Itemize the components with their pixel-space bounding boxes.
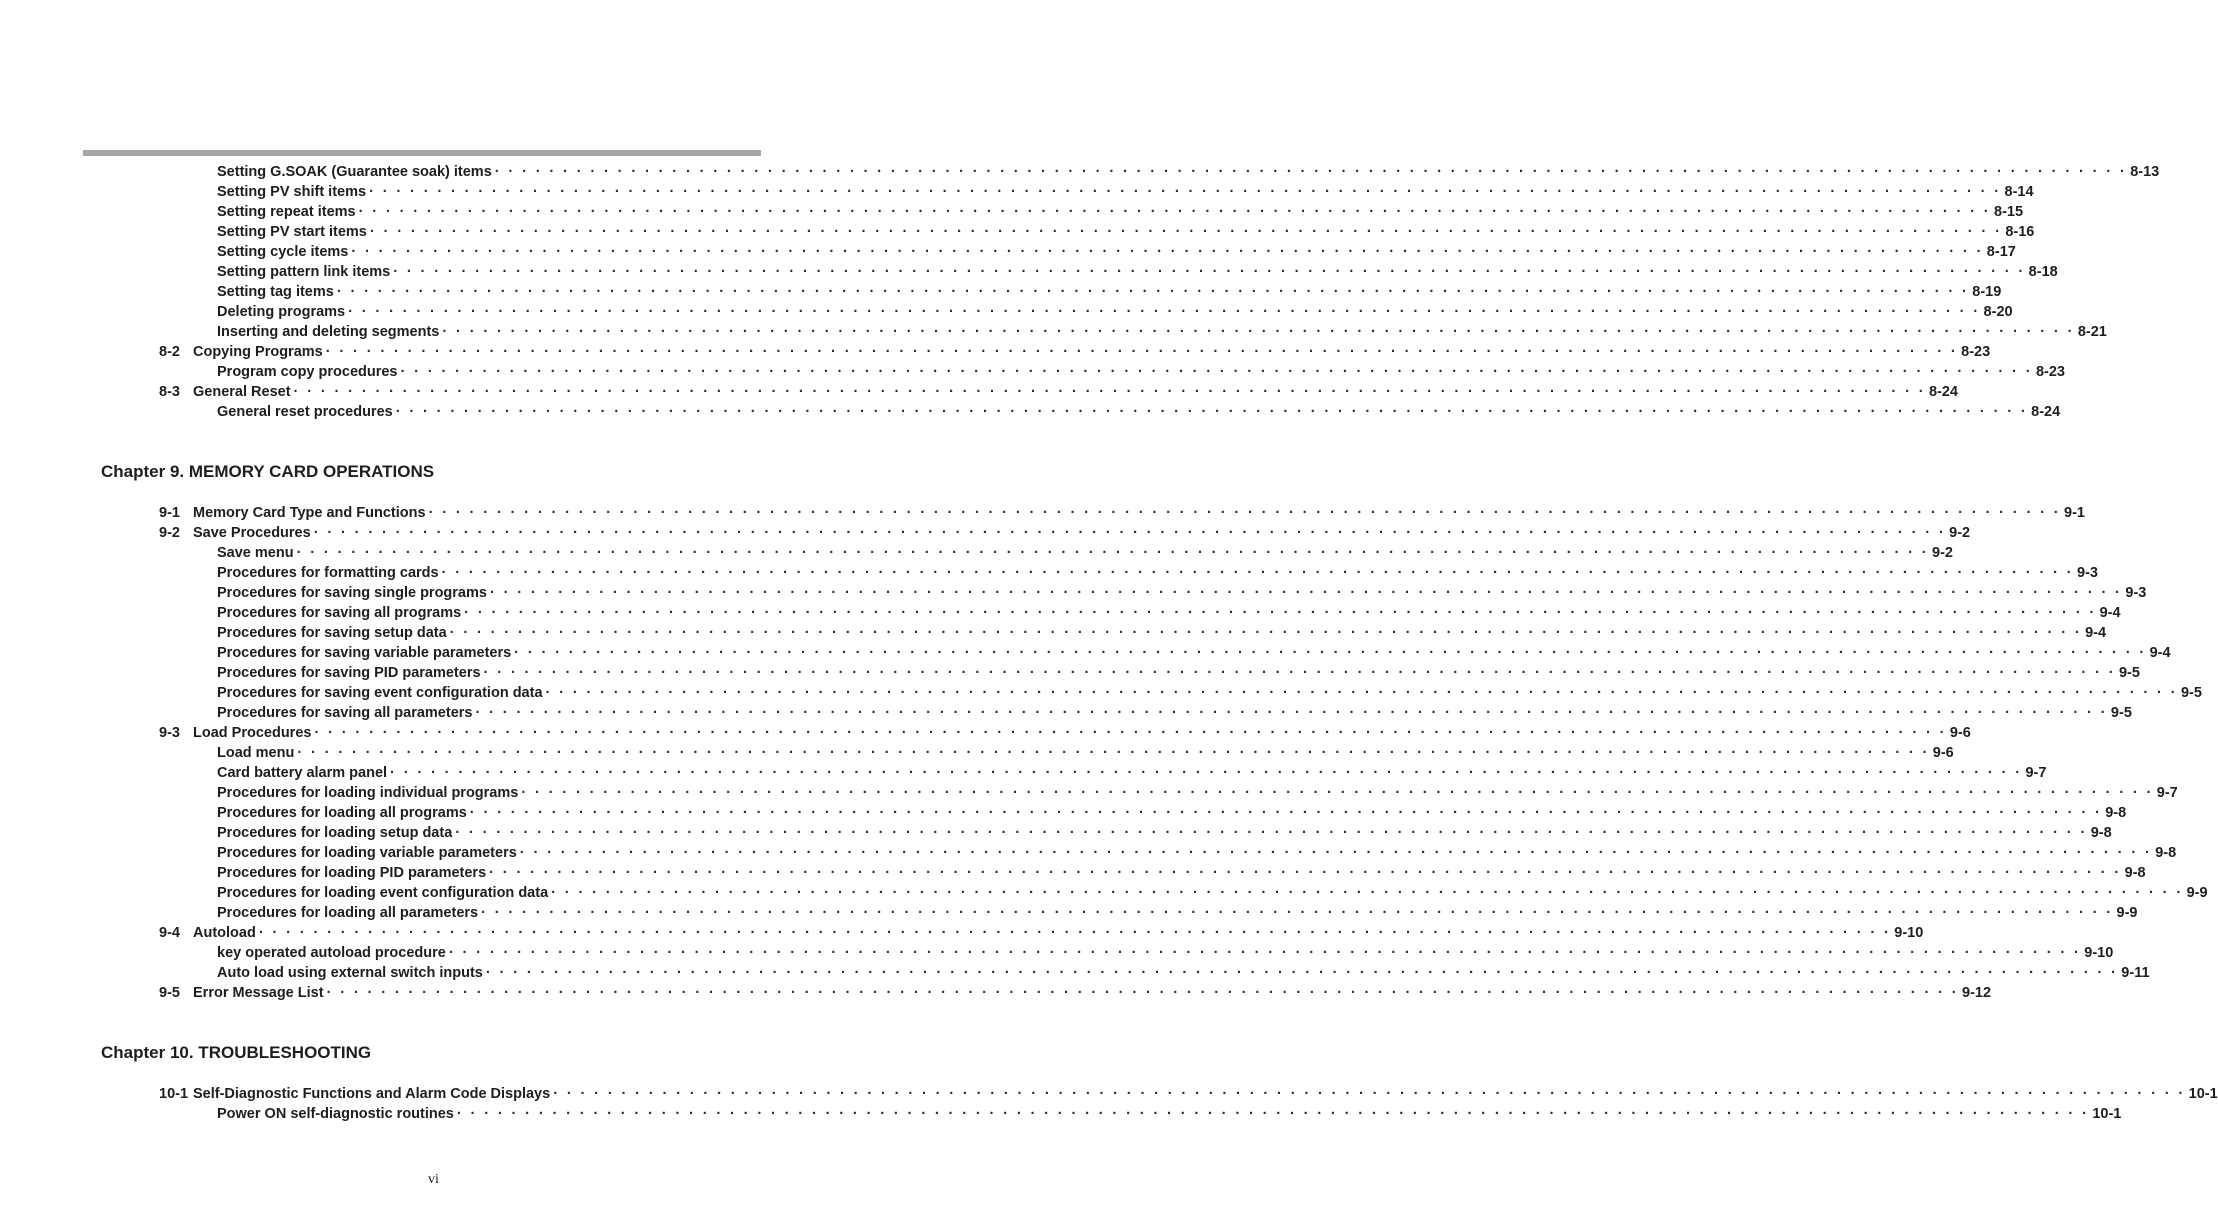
toc-entry bbox=[217, 564, 2098, 582]
toc-entry bbox=[159, 924, 1924, 942]
header-rule bbox=[83, 150, 761, 156]
dot-leader: · · · · · · · · · · · · · · · · · · · · · · · · · · · · · · · · · · · · · · · · · · · · · · · · · · · · · · · · · · · · · · · · · · · · · · · · · · · · · · · · · · · · · · · · · · · · · · · · · · · · · · · · · · · · · · · · · · · · · · · · bbox=[442, 324, 2075, 340]
toc-entry-number: 10-1 bbox=[159, 1086, 189, 1102]
toc-entry bbox=[217, 604, 2121, 622]
dot-leader: · · · · · · · · · · · · · · · · · · · · · · · · · · · · · · · · · · · · · · · · · · · · · · · · · · · · · · · · · · · · · · · · · · · · · · · · · · · · · · · · · · · · · · · · · · · · · · · · · · · · · · · · · · · · · · · · · · · · · · · · bbox=[489, 585, 2123, 601]
toc-entry bbox=[217, 784, 2178, 802]
dot-leader: · · · · · · · · · · · · · · · · · · · · · · · · · · · · · · · · · · · · · · · · · · · · · · · · · · · · · · · · · · · · · · · · · · · · · · · · · · · · · · · · · · · · · · · · · · · · · · · · · · · · · · · · · · · · · · · · · · · · · · · · bbox=[393, 264, 2026, 280]
toc-entry-title: Setting cycle items bbox=[217, 244, 349, 260]
toc-entry bbox=[217, 884, 2208, 902]
toc-entry-page: 8-20 bbox=[1983, 304, 2013, 320]
dot-leader: · · · · · · · · · · · · · · · · · · · · · · · · · · · · · · · · · · · · · · · · · · · · · · · · · · · · · · · · · · · · · · · · · · · · · · · · · · · · · · · · · · · · · · · · · · · · · · · · · · · · · · · · · · · · · · · · · · · · · · · · bbox=[351, 244, 1984, 260]
toc-entry-title: General reset procedures bbox=[217, 404, 393, 420]
toc-entry-page: 9-6 bbox=[1949, 725, 1971, 741]
dot-leader: · · · · · · · · · · · · · · · · · · · · · · · · · · · · · · · · · · · · · · · · · · · · · · · · · · · · · · · · · · · · · · · · · · · · · · · · · · · · · · · · · · · · · · · · · · · · · · · · · · · · · · · · · · · · · · · · · · · · · · · · bbox=[448, 945, 2082, 961]
toc-entry bbox=[159, 984, 1992, 1002]
toc-entry bbox=[217, 624, 2107, 642]
toc-entry bbox=[217, 163, 2160, 181]
toc-entry-title: Procedures for loading variable parameters bbox=[217, 845, 517, 861]
toc-entry bbox=[159, 504, 2085, 522]
dot-leader: · · · · · · · · · · · · · · · · · · · · · · · · · · · · · · · · · · · · · · · · · · · · · · · · · · · · · · · · · · · · · · · · · · · · · · · · · · · · · · · · · · · · · · · · · · · · · · · · · · · · · · · · · · · · · · · · · · · · · · · · bbox=[456, 1106, 2090, 1122]
toc-entry bbox=[217, 804, 2127, 822]
toc-entry-page: 9-8 bbox=[2090, 825, 2112, 841]
toc-entry-page: 8-23 bbox=[2035, 364, 2065, 380]
toc-entry-page: 9-4 bbox=[2099, 605, 2121, 621]
toc-entry bbox=[217, 904, 2138, 922]
dot-leader: · · · · · · · · · · · · · · · · · · · · · · · · · · · · · · · · · · · · · · · · · · · · · · · · · · · · · · · · · · · · · · · · · · · · · · · · · · · · · · · · · · · · · · · · · · · · · · · · · · · · · · · · · · · · · · · · · · · · · · · · bbox=[390, 765, 2023, 781]
toc-entry bbox=[217, 323, 2107, 341]
toc-entry-page: 9-7 bbox=[2025, 765, 2047, 781]
toc-entry bbox=[217, 183, 2034, 201]
toc-entry-title: Setting repeat items bbox=[217, 204, 356, 220]
toc-entry-number: 8-2 bbox=[159, 344, 180, 360]
toc-entry bbox=[159, 1085, 2218, 1103]
toc-entry-page: 8-24 bbox=[2031, 404, 2061, 420]
toc-entry-title: Procedures for loading event configuration data bbox=[217, 885, 549, 901]
toc-entry-title: Procedures for saving variable parameters bbox=[217, 645, 512, 661]
toc-entry-title: Procedures for formatting cards bbox=[217, 565, 439, 581]
toc-entry-title: Memory Card Type and Functions bbox=[193, 505, 426, 521]
toc-entry-page: 9-5 bbox=[2118, 665, 2140, 681]
toc-entry-title: Setting pattern link items bbox=[217, 264, 391, 280]
toc-entry-page: 9-9 bbox=[2186, 885, 2208, 901]
toc-entry-title: Procedures for loading setup data bbox=[217, 825, 453, 841]
dot-leader: · · · · · · · · · · · · · · · · · · · · · · · · · · · · · · · · · · · · · · · · · · · · · · · · · · · · · · · · · · · · · · · · · · · · · · · · · · · · · · · · · · · · · · · · · · · · · · · · · · · · · · · · · · · · · · · · · · · · · · · · bbox=[336, 284, 1970, 300]
page-folio: vi bbox=[428, 1172, 439, 1187]
dot-leader: · · · · · · · · · · · · · · · · · · · · · · · · · · · · · · · · · · · · · · · · · · · · · · · · · · · · · · · · · · · · · · · · · · · · · · · · · · · · · · · · · · · · · · · · · · · · · · · · · · · · · · · · · · · · · · · · · · · · · · · · bbox=[395, 404, 2029, 420]
toc-entry-title: Autoload bbox=[193, 925, 256, 941]
dot-leader: · · · · · · · · · · · · · · · · · · · · · · · · · · · · · · · · · · · · · · · · · · · · · · · · · · · · · · · · · · · · · · · · · · · · · · · · · · · · · · · · · · · · · · · · · · · · · · · · · · · · · · · · · · · · · · · · · · · · · · · · bbox=[441, 565, 2075, 581]
toc-entry-page: 9-3 bbox=[2077, 565, 2098, 581]
dot-leader: · · · · · · · · · · · · · · · · · · · · · · · · · · · · · · · · · · · · · · · · · · · · · · · · · · · · · · · · · · · · · · · · · · · · · · · · · · · · · · · · · · · · · · · · · · · · · · · · · · · · · · · · · · · · · · · · · · · · · · · · bbox=[475, 705, 2108, 721]
toc-entry bbox=[217, 223, 2035, 241]
toc-entry-number: 9-2 bbox=[159, 525, 180, 541]
dot-leader: · · · · · · · · · · · · · · · · · · · · · · · · · · · · · · · · · · · · · · · · · · · · · · · · · · · · · · · · · · · · · · · · · · · · · · · · · · · · · · · · · · · · · · · · · · · · · · · · · · · · · · · · · · · · · · · · · · · · · · · · bbox=[481, 905, 2114, 921]
toc-entry-page: 8-16 bbox=[2005, 224, 2035, 240]
dot-leader: · · · · · · · · · · · · · · · · · · · · · · · · · · · · · · · · · · · · · · · · · · · · · · · · · · · · · · · · · · · · · · · · · · · · · · · · · · · · · · · · · · · · · · · · · · · · · · · · · · · · · · · · · · · · · · · · · · · · · · · · bbox=[358, 204, 1992, 220]
toc-entry-title: Procedures for loading all parameters bbox=[217, 905, 479, 921]
toc-entry-page: 9-10 bbox=[1894, 925, 1924, 941]
dot-leader: · · · · · · · · · · · · · · · · · · · · · · · · · · · · · · · · · · · · · · · · · · · · · · · · · · · · · · · · · · · · · · · · · · · · · · · · · · · · · · · · · · · · · · · · · · · · · · · · · · · · · · · · · · · · · · · · · · · · · · · · bbox=[519, 845, 2153, 861]
toc-entry-title: Card battery alarm panel bbox=[217, 765, 388, 781]
toc-entry-page: 10-1 bbox=[2188, 1086, 2218, 1102]
toc-entry-page: 9-1 bbox=[2064, 505, 2085, 521]
chapter-10-heading: Chapter 10. TROUBLESHOOTING bbox=[101, 1043, 372, 1062]
toc-entry-title: Procedures for saving all programs bbox=[217, 605, 462, 621]
toc-entry-title: Setting tag items bbox=[217, 284, 334, 300]
toc-entry-page: 9-2 bbox=[1949, 525, 1971, 541]
toc-entry-title: Copying Programs bbox=[193, 344, 323, 360]
toc-entry-page: 8-17 bbox=[1986, 244, 2016, 260]
dot-leader: · · · · · · · · · · · · · · · · · · · · · · · · · · · · · · · · · · · · · · · · · · · · · · · · · · · · · · · · · · · · · · · · · · · · · · · · · · · · · · · · · · · · · · · · · · · · · · · · · · · · · · · · · · · · · · · · · · · · · · · · bbox=[326, 985, 1959, 1001]
toc-entry-title: Save menu bbox=[217, 545, 294, 561]
toc-entry-title: Deleting programs bbox=[217, 304, 346, 320]
toc-entry-title: Procedures for loading PID parameters bbox=[217, 865, 487, 881]
toc-entry-page: 9-11 bbox=[2121, 965, 2150, 981]
toc-entry-page: 9-12 bbox=[1962, 985, 1992, 1001]
dot-leader: · · · · · · · · · · · · · · · · · · · · · · · · · · · · · · · · · · · · · · · · · · · · · · · · · · · · · · · · · · · · · · · · · · · · · · · · · · · · · · · · · · · · · · · · · · · · · · · · · · · · · · · · · · · · · · · · · · · · · · · · bbox=[296, 545, 1930, 561]
toc-entry-number: 9-1 bbox=[159, 505, 180, 521]
dot-leader: · · · · · · · · · · · · · · · · · · · · · · · · · · · · · · · · · · · · · · · · · · · · · · · · · · · · · · · · · · · · · · · · · · · · · · · · · · · · · · · · · · · · · · · · · · · · · · · · · · · · · · · · · · · · · · · · · · · · · · · · bbox=[485, 965, 2119, 981]
toc-entry-title: Power ON self-diagnostic routines bbox=[217, 1106, 454, 1122]
dot-leader: · · · · · · · · · · · · · · · · · · · · · · · · · · · · · · · · · · · · · · · · · · · · · · · · · · · · · · · · · · · · · · · · · · · · · · · · · · · · · · · · · · · · · · · · · · · · · · · · · · · · · · · · · · · · · · · · · · · · · · · · bbox=[400, 364, 2033, 380]
dot-leader: · · · · · · · · · · · · · · · · · · · · · · · · · · · · · · · · · · · · · · · · · · · · · · · · · · · · · · · · · · · · · · · · · · · · · · · · · · · · · · · · · · · · · · · · · · · · · · · · · · · · · · · · · · · · · · · · · · · · · · · · bbox=[348, 304, 1981, 320]
toc-entry bbox=[217, 844, 2177, 862]
toc-entry bbox=[159, 343, 1991, 361]
toc-entry-title: Procedures for loading individual programs bbox=[217, 785, 519, 801]
toc-entry bbox=[217, 303, 2013, 321]
dot-leader: · · · · · · · · · · · · · · · · · · · · · · · · · · · · · · · · · · · · · · · · · · · · · · · · · · · · · · · · · · · · · · · · · · · · · · · · · · · · · · · · · · · · · · · · · · · · · · · · · · · · · · · · · · · · · · · · · · · · · · · · bbox=[313, 525, 1947, 541]
toc-entry-page: 8-21 bbox=[2077, 324, 2107, 340]
toc-entry-title: Setting G.SOAK (Guarantee soak) items bbox=[217, 164, 492, 180]
toc-entry-page: 8-14 bbox=[2004, 184, 2034, 200]
toc-entry-page: 9-9 bbox=[2116, 905, 2138, 921]
toc-entry-title: Load Procedures bbox=[193, 725, 312, 741]
toc-entry-page: 9-7 bbox=[2156, 785, 2178, 801]
toc-entry bbox=[217, 544, 1953, 562]
toc-entry bbox=[217, 864, 2146, 882]
toc-entry-title: Program copy procedures bbox=[217, 364, 398, 380]
toc-entry bbox=[159, 383, 1958, 401]
dot-leader: · · · · · · · · · · · · · · · · · · · · · · · · · · · · · · · · · · · · · · · · · · · · · · · · · · · · · · · · · · · · · · · · · · · · · · · · · · · · · · · · · · · · · · · · · · · · · · · · · · · · · · · · · · · · · · · · · · · · · · · · bbox=[489, 865, 2122, 881]
toc-entry bbox=[217, 243, 2016, 261]
toc-entry-title: Inserting and deleting segments bbox=[217, 324, 440, 340]
toc-entry bbox=[217, 283, 2002, 301]
toc-entry-page: 8-24 bbox=[1928, 384, 1958, 400]
toc-entry-page: 8-13 bbox=[2130, 164, 2160, 180]
toc-entry bbox=[217, 203, 2024, 221]
toc-entry-title: Save Procedures bbox=[193, 525, 311, 541]
toc-entry bbox=[217, 403, 2061, 421]
toc-entry-title: Self-Diagnostic Functions and Alarm Code Displays bbox=[193, 1086, 551, 1102]
toc-entry-page: 8-18 bbox=[2028, 264, 2058, 280]
dot-leader: · · · · · · · · · · · · · · · · · · · · · · · · · · · · · · · · · · · · · · · · · · · · · · · · · · · · · · · · · · · · · · · · · · · · · · · · · · · · · · · · · · · · · · · · · · · · · · · · · · · · · · · · · · · · · · · · · · · · · · · · bbox=[545, 685, 2178, 701]
dot-leader: · · · · · · · · · · · · · · · · · · · · · · · · · · · · · · · · · · · · · · · · · · · · · · · · · · · · · · · · · · · · · · · · · · · · · · · · · · · · · · · · · · · · · · · · · · · · · · · · · · · · · · · · · · · · · · · · · · · · · · · · bbox=[514, 645, 2147, 661]
toc-entry-title: Auto load using external switch inputs bbox=[217, 965, 483, 981]
toc-entry-page: 9-3 bbox=[2125, 585, 2147, 601]
toc-entry-number: 8-3 bbox=[159, 384, 180, 400]
toc-entry bbox=[217, 363, 2065, 381]
toc-entry-title: key operated autoload procedure bbox=[217, 945, 446, 961]
dot-leader: · · · · · · · · · · · · · · · · · · · · · · · · · · · · · · · · · · · · · · · · · · · · · · · · · · · · · · · · · · · · · · · · · · · · · · · · · · · · · · · · · · · · · · · · · · · · · · · · · · · · · · · · · · · · · · · · · · · · · · · · bbox=[494, 164, 2128, 180]
toc-entry bbox=[159, 524, 1971, 542]
toc-entry-page: 9-5 bbox=[2110, 705, 2132, 721]
toc-entry-page: 9-4 bbox=[2085, 625, 2107, 641]
dot-leader: · · · · · · · · · · · · · · · · · · · · · · · · · · · · · · · · · · · · · · · · · · · · · · · · · · · · · · · · · · · · · · · · · · · · · · · · · · · · · · · · · · · · · · · · · · · · · · · · · · · · · · · · · · · · · · · · · · · · · · · · bbox=[258, 925, 1892, 941]
dot-leader: · · · · · · · · · · · · · · · · · · · · · · · · · · · · · · · · · · · · · · · · · · · · · · · · · · · · · · · · · · · · · · · · · · · · · · · · · · · · · · · · · · · · · · · · · · · · · · · · · · · · · · · · · · · · · · · · · · · · · · · · bbox=[293, 384, 1926, 400]
toc-entry-title: Procedures for saving setup data bbox=[217, 625, 447, 641]
toc-entry-page: 9-4 bbox=[2149, 645, 2171, 661]
toc-entry-title: Setting PV start items bbox=[217, 224, 367, 240]
toc-entry bbox=[217, 764, 2047, 782]
chapter-9-heading: Chapter 9. MEMORY CARD OPERATIONS bbox=[101, 462, 435, 481]
toc-entry bbox=[217, 744, 1954, 762]
toc-entry bbox=[217, 664, 2140, 682]
toc-entry-title: Procedures for saving single programs bbox=[217, 585, 487, 601]
dot-leader: · · · · · · · · · · · · · · · · · · · · · · · · · · · · · · · · · · · · · · · · · · · · · · · · · · · · · · · · · · · · · · · · · · · · · · · · · · · · · · · · · · · · · · · · · · · · · · · · · · · · · · · · · · · · · · · · · · · · · · · · bbox=[521, 785, 2154, 801]
dot-leader: · · · · · · · · · · · · · · · · · · · · · · · · · · · · · · · · · · · · · · · · · · · · · · · · · · · · · · · · · · · · · · · · · · · · · · · · · · · · · · · · · · · · · · · · · · · · · · · · · · · · · · · · · · · · · · · · · · · · · · · · bbox=[551, 885, 2184, 901]
dot-leader: · · · · · · · · · · · · · · · · · · · · · · · · · · · · · · · · · · · · · · · · · · · · · · · · · · · · · · · · · · · · · · · · · · · · · · · · · · · · · · · · · · · · · · · · · · · · · · · · · · · · · · · · · · · · · · · · · · · · · · · · bbox=[314, 725, 1947, 741]
toc-entry-title: Procedures for saving all parameters bbox=[217, 705, 473, 721]
toc-entry bbox=[217, 584, 2147, 602]
dot-leader: · · · · · · · · · · · · · · · · · · · · · · · · · · · · · · · · · · · · · · · · · · · · · · · · · · · · · · · · · · · · · · · · · · · · · · · · · · · · · · · · · · · · · · · · · · · · · · · · · · · · · · · · · · · · · · · · · · · · · · · · bbox=[449, 625, 2083, 641]
toc-entry bbox=[217, 944, 2114, 962]
dot-leader: · · · · · · · · · · · · · · · · · · · · · · · · · · · · · · · · · · · · · · · · · · · · · · · · · · · · · · · · · · · · · · · · · · · · · · · · · · · · · · · · · · · · · · · · · · · · · · · · · · · · · · · · · · · · · · · · · · · · · · · · bbox=[483, 665, 2116, 681]
dot-leader: · · · · · · · · · · · · · · · · · · · · · · · · · · · · · · · · · · · · · · · · · · · · · · · · · · · · · · · · · · · · · · · · · · · · · · · · · · · · · · · · · · · · · · · · · · · · · · · · · · · · · · · · · · · · · · · · · · · · · · · · bbox=[325, 344, 1959, 360]
toc-entry bbox=[217, 704, 2132, 722]
toc-entry bbox=[217, 263, 2058, 281]
toc-entry-page: 9-8 bbox=[2124, 865, 2146, 881]
dot-leader: · · · · · · · · · · · · · · · · · · · · · · · · · · · · · · · · · · · · · · · · · · · · · · · · · · · · · · · · · · · · · · · · · · · · · · · · · · · · · · · · · · · · · · · · · · · · · · · · · · · · · · · · · · · · · · · · · · · · · · · · bbox=[464, 605, 2097, 621]
toc-entry-title: Setting PV shift items bbox=[217, 184, 367, 200]
dot-leader: · · · · · · · · · · · · · · · · · · · · · · · · · · · · · · · · · · · · · · · · · · · · · · · · · · · · · · · · · · · · · · · · · · · · · · · · · · · · · · · · · · · · · · · · · · · · · · · · · · · · · · · · · · · · · · · · · · · · · · · · bbox=[369, 224, 2003, 240]
toc-entry-title: Procedures for saving event configuration data bbox=[217, 685, 543, 701]
toc-entry-title: Error Message List bbox=[193, 985, 324, 1001]
toc-entry-page: 8-19 bbox=[1972, 284, 2002, 300]
dot-leader: · · · · · · · · · · · · · · · · · · · · · · · · · · · · · · · · · · · · · · · · · · · · · · · · · · · · · · · · · · · · · · · · · · · · · · · · · · · · · · · · · · · · · · · · · · · · · · · · · · · · · · · · · · · · · · · · · · · · · · · · bbox=[369, 184, 2002, 200]
toc-entry-page: 9-6 bbox=[1932, 745, 1954, 761]
toc-entry-title: Load menu bbox=[217, 745, 295, 761]
toc-entry-title: General Reset bbox=[193, 384, 291, 400]
dot-leader: · · · · · · · · · · · · · · · · · · · · · · · · · · · · · · · · · · · · · · · · · · · · · · · · · · · · · · · · · · · · · · · · · · · · · · · · · · · · · · · · · · · · · · · · · · · · · · · · · · · · · · · · · · · · · · · · · · · · · · · · bbox=[469, 805, 2103, 821]
toc-entry-number: 9-3 bbox=[159, 725, 180, 741]
dot-leader: · · · · · · · · · · · · · · · · · · · · · · · · · · · · · · · · · · · · · · · · · · · · · · · · · · · · · · · · · · · · · · · · · · · · · · · · · · · · · · · · · · · · · · · · · · · · · · · · · · · · · · · · · · · · · · · · · · · · · · · · bbox=[553, 1086, 2186, 1102]
toc-entry-page: 9-10 bbox=[2084, 945, 2114, 961]
toc-entry-number: 9-5 bbox=[159, 985, 180, 1001]
toc-entry-title: Procedures for loading all programs bbox=[217, 805, 467, 821]
toc-entry bbox=[217, 964, 2150, 982]
toc-entry-page: 9-5 bbox=[2180, 685, 2202, 701]
dot-leader: · · · · · · · · · · · · · · · · · · · · · · · · · · · · · · · · · · · · · · · · · · · · · · · · · · · · · · · · · · · · · · · · · · · · · · · · · · · · · · · · · · · · · · · · · · · · · · · · · · · · · · · · · · · · · · · · · · · · · · · · bbox=[297, 745, 1930, 761]
toc-entry bbox=[217, 1105, 2122, 1123]
toc-entry-title: Procedures for saving PID parameters bbox=[217, 665, 481, 681]
toc-entry-page: 10-1 bbox=[2092, 1106, 2122, 1122]
toc-entry bbox=[217, 644, 2171, 662]
toc-entry-page: 9-8 bbox=[2155, 845, 2177, 861]
toc-entry-page: 8-15 bbox=[1994, 204, 2024, 220]
toc-entry-page: 8-23 bbox=[1961, 344, 1991, 360]
dot-leader: · · · · · · · · · · · · · · · · · · · · · · · · · · · · · · · · · · · · · · · · · · · · · · · · · · · · · · · · · · · · · · · · · · · · · · · · · · · · · · · · · · · · · · · · · · · · · · · · · · · · · · · · · · · · · · · · · · · · · · · · bbox=[428, 505, 2062, 521]
toc-entry bbox=[159, 724, 1971, 742]
toc-entry bbox=[217, 824, 2112, 842]
dot-leader: · · · · · · · · · · · · · · · · · · · · · · · · · · · · · · · · · · · · · · · · · · · · · · · · · · · · · · · · · · · · · · · · · · · · · · · · · · · · · · · · · · · · · · · · · · · · · · · · · · · · · · · · · · · · · · · · · · · · · · · · bbox=[455, 825, 2088, 841]
toc-entry-page: 9-2 bbox=[1932, 545, 1953, 561]
toc-entry-number: 9-4 bbox=[159, 925, 180, 941]
toc-entry bbox=[217, 684, 2202, 702]
toc-entry-page: 9-8 bbox=[2105, 805, 2127, 821]
